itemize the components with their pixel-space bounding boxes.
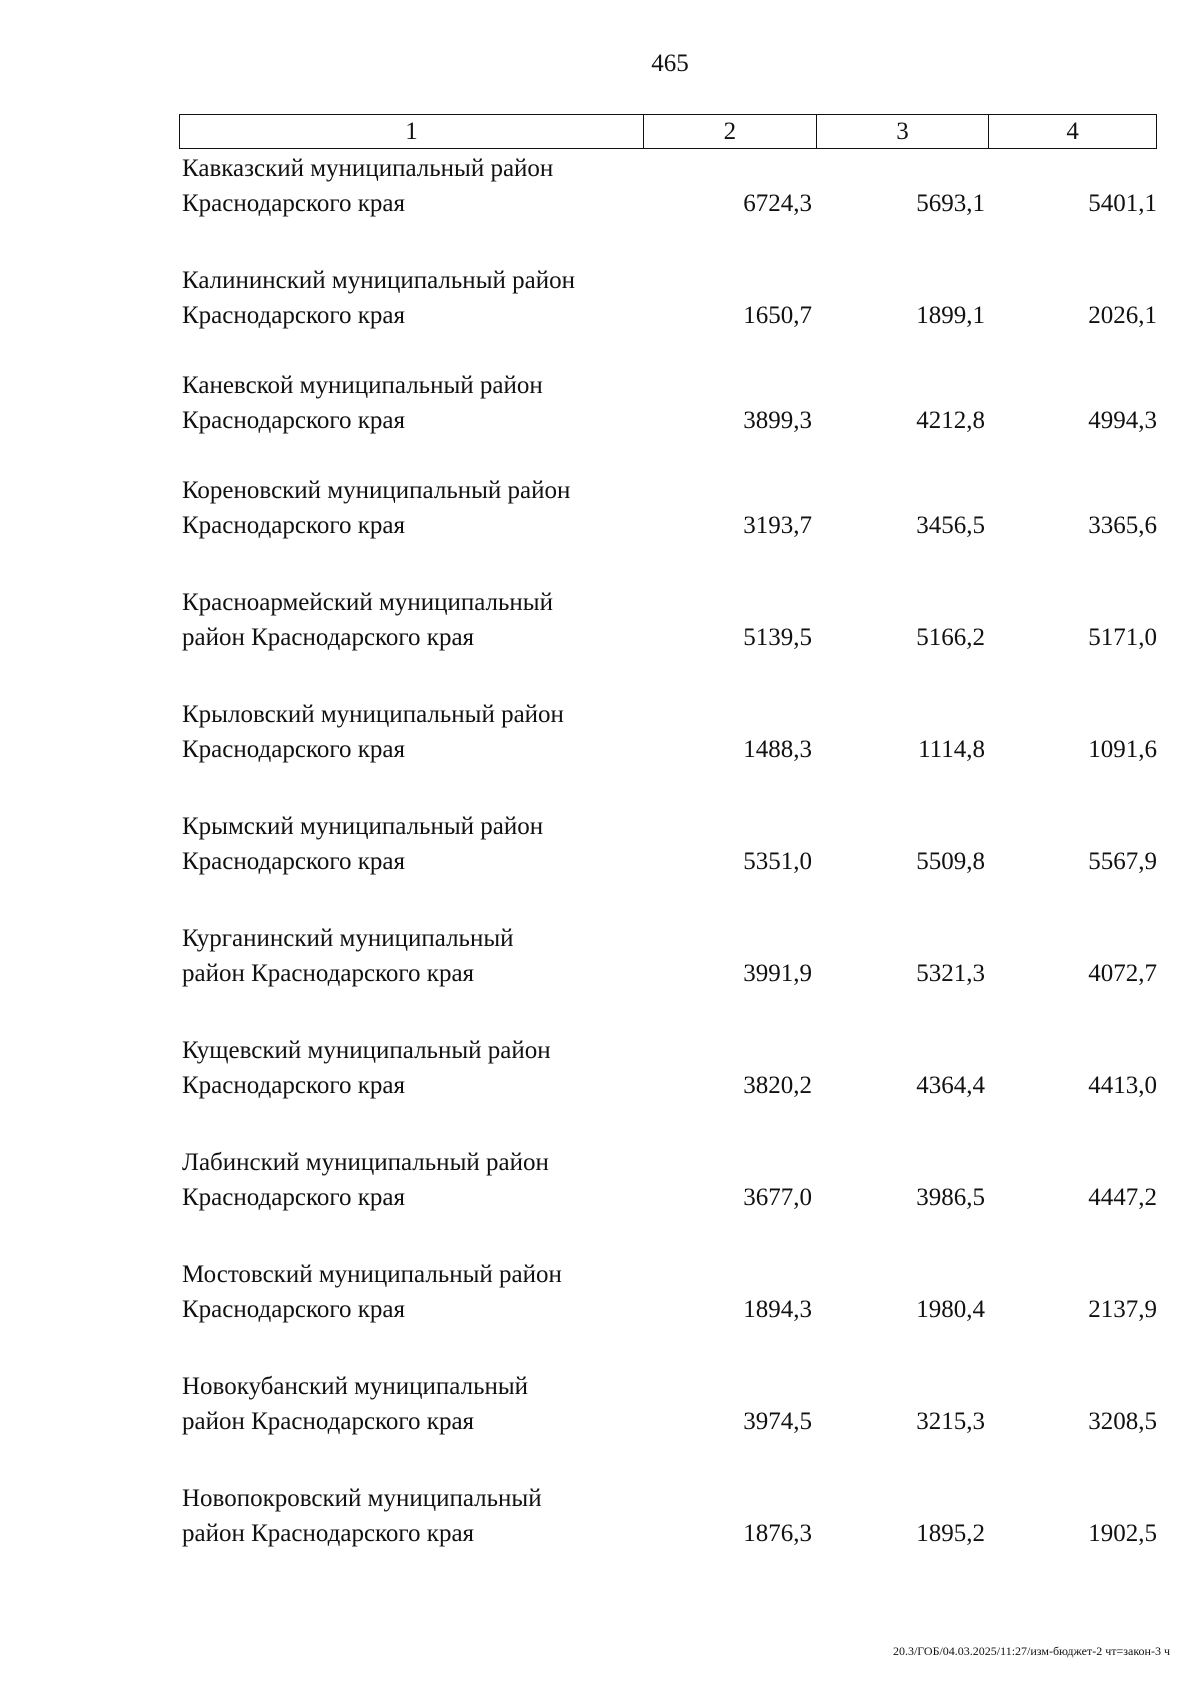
district-name [182,697,652,767]
value-col-4: 5171,0 [1088,624,1157,651]
value-col-3: 1980,4 [916,1296,985,1323]
table-row [0,368,1200,438]
district-name-line2: Краснодарского края [182,736,405,763]
value-col-3: 1899,1 [916,302,985,329]
district-name [182,585,652,655]
value-col-4: 4994,3 [1088,407,1157,434]
district-name-line2: район Краснодарского края [182,1408,475,1435]
district-name-line2: Краснодарского края [182,302,405,329]
district-name-line1: Кореновский муниципальный район [182,477,571,504]
value-col-3: 5166,2 [916,624,985,651]
district-name [182,151,652,221]
district-name-line2: Краснодарского края [182,1072,405,1099]
value-col-2: 3193,7 [743,512,812,539]
value-col-4: 1902,5 [1088,1520,1157,1547]
table-row [0,263,1200,333]
table-row [0,697,1200,767]
value-col-4: 2026,1 [1088,302,1157,329]
value-col-3: 3986,5 [916,1184,985,1211]
value-col-3: 5509,8 [916,848,985,875]
value-col-4: 3365,6 [1088,512,1157,539]
table-row [0,809,1200,879]
value-col-4: 1091,6 [1088,736,1157,763]
district-name-line1: Лабинский муниципальный район [182,1149,549,1176]
district-name-line2: Краснодарского края [182,1296,405,1323]
value-col-2: 3677,0 [743,1184,812,1211]
value-col-4: 5401,1 [1088,190,1157,217]
district-name-line1: Красноармейский муниципальный [182,589,553,616]
district-name [182,809,652,879]
district-name-line1: Крымский муниципальный район [182,813,544,840]
value-col-4: 4447,2 [1088,1184,1157,1211]
value-col-3: 1114,8 [918,736,985,763]
header-col-2: 2 [643,115,816,148]
table-row [0,1369,1200,1439]
document-footer-code: 20.3/ГОБ/04.03.2025/11:27/изм-бюджет-2 чт=закон-3 ч [892,1644,1170,1658]
district-name-line1: Новопокровский муниципальный [182,1485,542,1512]
district-name-line1: Каневской муниципальный район [182,372,543,399]
table-row [0,1145,1200,1215]
table-row [0,921,1200,991]
value-col-2: 1650,7 [743,302,812,329]
value-col-3: 5693,1 [916,190,985,217]
district-name [182,921,652,991]
table-row [0,585,1200,655]
district-name [182,1369,652,1439]
district-name-line1: Крыловский муниципальный район [182,701,564,728]
district-name-line1: Новокубанский муниципальный [182,1373,529,1400]
value-col-3: 4364,4 [916,1072,985,1099]
value-col-2: 3991,9 [743,960,812,987]
district-name-line1: Кавказский муниципальный район [182,155,554,182]
header-col-3: 3 [816,115,989,148]
header-col-1: 1 [405,117,418,145]
value-col-3: 1895,2 [916,1520,985,1547]
table-row [0,1033,1200,1103]
district-name-line1: Мостовский муниципальный район [182,1261,562,1288]
value-col-4: 2137,9 [1088,1296,1157,1323]
value-col-2: 1488,3 [743,736,812,763]
district-name-line2: район Краснодарского края [182,1520,475,1547]
district-name [182,1481,652,1551]
value-col-4: 3208,5 [1088,1408,1157,1435]
district-name [182,1257,652,1327]
value-col-3: 3456,5 [916,512,985,539]
district-name-line2: Краснодарского края [182,190,405,217]
value-col-2: 3899,3 [743,407,812,434]
value-col-2: 5351,0 [743,848,812,875]
district-name-line2: Краснодарского края [182,848,405,875]
header-col-4: 4 [988,115,1156,148]
district-name [182,1145,652,1215]
value-col-3: 3215,3 [916,1408,985,1435]
district-name-line2: Краснодарского края [182,407,405,434]
value-col-2: 6724,3 [743,190,812,217]
district-name-line2: Краснодарского края [182,1184,405,1211]
value-col-4: 4413,0 [1088,1072,1157,1099]
district-name-line2: Краснодарского края [182,512,405,539]
district-name-line1: Калининский муниципальный район [182,267,575,294]
value-col-2: 3974,5 [743,1408,812,1435]
value-col-3: 5321,3 [916,960,985,987]
value-col-4: 4072,7 [1088,960,1157,987]
district-name-line2: район Краснодарского края [182,624,475,651]
district-name-line1: Курганинский муниципальный [182,925,514,952]
district-name [182,263,652,333]
table-row [0,1481,1200,1551]
district-name [182,1033,652,1103]
district-name-line2: район Краснодарского края [182,960,475,987]
value-col-2: 1876,3 [743,1520,812,1547]
value-col-4: 5567,9 [1088,848,1157,875]
district-name [182,473,652,543]
value-col-2: 3820,2 [743,1072,812,1099]
page-number: 465 [651,50,689,77]
value-col-2: 1894,3 [743,1296,812,1323]
table-row [0,473,1200,543]
table-row [0,151,1200,221]
value-col-3: 4212,8 [916,407,985,434]
district-name-line1: Кущевский муниципальный район [182,1037,551,1064]
value-col-2: 5139,5 [743,624,812,651]
district-name [182,368,652,438]
table-row [0,1257,1200,1327]
table-header [179,114,1157,149]
